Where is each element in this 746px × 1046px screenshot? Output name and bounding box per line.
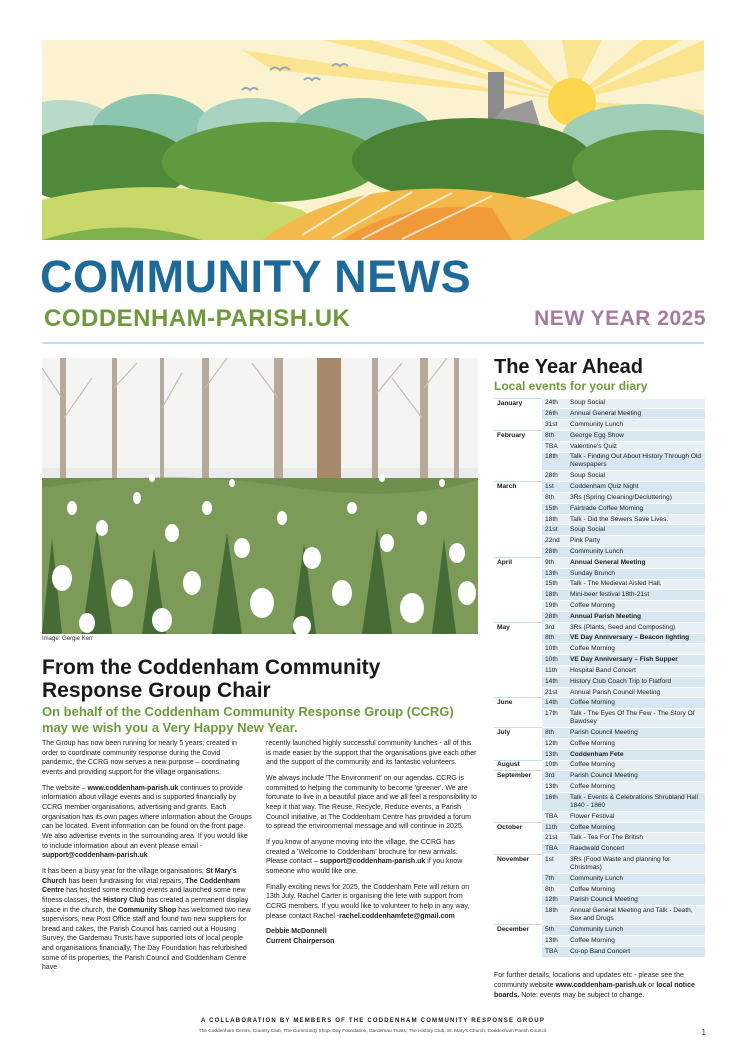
event-month [494,590,542,601]
event-month: October [494,822,542,833]
event-row [494,925,705,936]
event-row [494,760,705,771]
event-month [494,644,542,655]
event-month [494,655,542,666]
event-day: 11th [542,822,567,833]
photo-credit: Image: Gergie Kerr [42,636,94,642]
event-month: February [494,430,542,441]
event-month [494,579,542,590]
event-day: 15th [542,579,567,590]
event-month: November [494,855,542,874]
event-month [494,687,542,698]
event-name: Soup Social [567,471,705,482]
event-name: Parish Council Meeting [567,771,705,782]
event-row [494,936,705,947]
event-month [494,709,542,728]
event-name: Hospital Band Concert [567,666,705,677]
event-month [494,536,542,547]
event-name: George Egg Show [567,430,705,441]
event-name: Sunday Brunch [567,568,705,579]
event-month [494,525,542,536]
article-paragraph: Finally exciting news for 2025, the Coddenham Fete will return on 13th July. Rachel Carter is organising the fete with support from CCRG members. If you would like to volunteer to help in any way, please contact Rachel -rachel.coddenhamfete@gmail.com [266,883,470,920]
event-month [494,503,542,514]
event-row [494,738,705,749]
event-month [494,441,542,452]
event-day: TBA [542,946,567,957]
event-month [494,793,542,812]
event-row [494,782,705,793]
event-day: 11th [542,666,567,677]
event-day: 5th [542,925,567,936]
event-row [494,728,705,739]
snowdrop-woodland-photo [42,358,478,634]
event-name: Annual General Meeting and Talk - Death, Sex and Drugs [567,906,705,925]
footer-collaboration: A COLLABORATION BY MEMBERS OF THE CODDENHAM COMMUNITY RESPONSE GROUP [200,1018,546,1024]
events-table [494,398,705,958]
event-day: 28th [542,547,567,558]
event-day: 8th [542,430,567,441]
event-row [494,906,705,925]
event-row [494,749,705,760]
signature-role: Current Chairperson [266,937,335,945]
event-name: Coffee Morning [567,936,705,947]
event-day: 18th [542,514,567,525]
masthead-edition: NEW YEAR 2025 [534,307,706,330]
article-paragraph: recently launched highly successful community lunches - all of this is made easier by the support that the organisations give each other and the support of the community and its fantastic volunteers. [266,740,477,767]
year-ahead-subtitle: Local events for your diary [494,379,648,393]
event-day: 1st [542,482,567,493]
event-row [494,884,705,895]
event-name: Coffee Morning [567,822,705,833]
event-row [494,822,705,833]
event-row [494,611,705,622]
event-month [494,611,542,622]
event-row [494,420,705,431]
event-day: 8th [542,493,567,504]
event-month [494,601,542,612]
event-month [494,811,542,822]
event-day: 18th [542,452,567,471]
event-name: Coffee Morning [567,738,705,749]
event-day: 14th [542,698,567,709]
event-day: 28th [542,471,567,482]
event-row [494,666,705,677]
event-row [494,590,705,601]
event-name: Talk - Did the Sewers Save Lives. [567,514,705,525]
event-row [494,676,705,687]
event-day: 18th [542,590,567,601]
event-day: TBA [542,811,567,822]
event-name: Soup Social [567,525,705,536]
event-day: 24th [542,399,567,409]
event-day: 8th [542,633,567,644]
event-row [494,579,705,590]
event-name: 3Rs (Plants, Seed and Composting) [567,622,705,633]
event-month: August [494,760,542,771]
event-name: Raedwald Concert [567,844,705,855]
year-ahead-title: The Year Ahead [494,356,643,378]
event-name: Coffee Morning [567,698,705,709]
event-name: Coffee Morning [567,644,705,655]
event-name: 3Rs (Food Waste and planning for Christmas) [567,855,705,874]
event-name: Coffee Morning [567,782,705,793]
event-row [494,873,705,884]
event-row [494,687,705,698]
event-day: 21st [542,525,567,536]
event-day: 19th [542,601,567,612]
article-column-right [266,739,478,952]
event-day: 17th [542,709,567,728]
event-name: Annual General Meeting [567,557,705,568]
event-row [494,493,705,504]
event-name: Annual General Meeting [567,409,705,420]
event-name: Coddenham Fete [567,749,705,760]
event-day: 21st [542,833,567,844]
event-row [494,409,705,420]
event-day: 22nd [542,536,567,547]
event-name: Fairtrade Coffee Morning [567,503,705,514]
article-paragraph: It has been a busy year for the village organisations; St Mary's Church has been fundraising for vital repairs, The Coddenham Centre has hosted some exciting events and launched some new fitness classes, the History Club has created a permanent display space in the church, the Community Shop has welcomed two new supervisors, new Post Office staff and found two new suppliers for bread and cakes, the Parish Council has carried out a Housing Survey, the Gardemau Trusts have supported lots of local people and organisations financially, The Day Foundation has refurbished some of its properties, the Parish Council and Coddenham Centre have [42,867,251,972]
event-day: 18th [542,906,567,925]
event-name: Community Lunch [567,925,705,936]
event-name: Coffee Morning [567,884,705,895]
event-month [494,782,542,793]
masthead-divider [42,342,704,344]
event-row [494,568,705,579]
event-name: Community Lunch [567,547,705,558]
event-day: 3rd [542,622,567,633]
event-month [494,409,542,420]
event-month [494,844,542,855]
event-day: 10th [542,655,567,666]
event-name: Valentine's Quiz [567,441,705,452]
article-paragraph: The Group has now been running for nearly 5 years; created in order to coordinate community response during the Covid pandemic, the CCRG now serves a new purpose – coordinating events and providing support for the village organisations. [42,740,240,776]
year-ahead-footnote: For further details, locations and updates etc - please see the community website www.coddenham-parish.uk or local notice boards. Note: events may be subject to change. [494,972,695,999]
event-day: TBA [542,844,567,855]
footer-members: The Coddenham Centre, Country Club, The Community Shop, Day Foundation, Gardemau Trusts, The History Club, St. Mary's Church, Coddenham Parish Council. [198,1029,548,1034]
event-name: Coffee Morning [567,760,705,771]
event-name: Annual Parish Council Meeting [567,687,705,698]
event-row [494,855,705,874]
event-row [494,452,705,471]
event-day: 31st [542,420,567,431]
event-row [494,525,705,536]
event-day: 10th [542,644,567,655]
event-day: 13th [542,782,567,793]
event-name: Coffee Morning [567,601,705,612]
support-email-link[interactable]: support@coddenham-parish.uk [42,852,148,860]
event-name: Co-op Band Concert [567,946,705,957]
event-month [494,452,542,471]
landscape-illustration [42,40,704,240]
event-name: 3Rs (Spring Cleaning/Decluttering) [567,493,705,504]
event-day: 12th [542,895,567,906]
event-day: 8th [542,884,567,895]
event-month: June [494,698,542,709]
event-day: 13th [542,749,567,760]
event-row [494,441,705,452]
event-month [494,749,542,760]
event-name: Parish Council Meeting [567,895,705,906]
signature-name: Debbie McDonnell [266,928,327,936]
event-row [494,946,705,957]
page-number: 1 [701,1028,706,1037]
event-month: April [494,557,542,568]
event-row [494,655,705,666]
event-month [494,666,542,677]
event-month [494,547,542,558]
event-month [494,833,542,844]
event-day: 12th [542,738,567,749]
event-day: 15th [542,503,567,514]
support-email-link[interactable]: support@coddenham-parish.uk [319,858,426,866]
event-month [494,514,542,525]
event-month: January [494,399,542,409]
event-name: Coddenham Quiz Night [567,482,705,493]
signature [266,927,478,946]
article-paragraph: We always include 'The Environment' on our agendas. CCRG is committed to helping the community to become 'greener'. We are fortunate to live in a beautiful place and we all feel a responsibility to keep it that way. The Reuse, Recycle, Reduce events, a Parish Council initiative, at The Coddenham Centre has provided a forum to spread the environmental message and will continue in 2025. [266,774,477,831]
article-lead: On behalf of the Coddenham Community Response Group (CCRG) may we wish you a Very Happy New Year. [42,704,454,736]
event-row [494,895,705,906]
event-row [494,793,705,812]
event-name: Soup Social [567,399,705,409]
event-month: July [494,728,542,739]
event-name: Pink Party [567,536,705,547]
event-name: Talk - The Eyes Of The Few - The Story Of Bawdsey [567,709,705,728]
event-name: Flower Festival [567,811,705,822]
event-row [494,811,705,822]
event-row [494,471,705,482]
event-month: September [494,771,542,782]
event-month [494,936,542,947]
event-row [494,633,705,644]
event-name: Talk - Tea For The British [567,833,705,844]
event-month: December [494,925,542,936]
article-column-left [42,739,254,979]
event-month [494,493,542,504]
event-row [494,482,705,493]
masthead-title: COMMUNITY NEWS [40,251,472,302]
event-month [494,884,542,895]
event-row [494,399,705,409]
event-month: May [494,622,542,633]
event-day: 10th [542,760,567,771]
event-day: 16th [542,793,567,812]
header-illustration [42,40,704,240]
event-month [494,738,542,749]
event-month [494,420,542,431]
event-month [494,633,542,644]
event-name: Talk - The Medieval Aisled Hall. [567,579,705,590]
event-month [494,946,542,957]
event-day: TBA [542,441,567,452]
event-name: VE Day Anniversary – Beacon lighting [567,633,705,644]
event-month [494,906,542,925]
fete-email-link[interactable]: rachel.coddenhamfete@gmail.com [339,912,455,920]
event-row [494,698,705,709]
event-month [494,873,542,884]
event-row [494,644,705,655]
event-row [494,833,705,844]
event-name: Community Lunch [567,873,705,884]
event-row [494,547,705,558]
event-row [494,771,705,782]
event-name: Mini-beer festival 18th-21st [567,590,705,601]
event-day: 1st [542,855,567,874]
event-month [494,676,542,687]
event-month [494,895,542,906]
event-day: 9th [542,557,567,568]
event-month: March [494,482,542,493]
event-name: History Club Coach Trip to Flatford [567,676,705,687]
event-row [494,622,705,633]
event-row [494,514,705,525]
article-title: From the Coddenham Community Response Group Chair [42,656,381,703]
article-paragraph: If you know of anyone moving into the village, the CCRG has created a 'Welcome to Coddenham' brochure for new arrivals. Please contact – support@coddenham-parish.uk if you know someone who would like one. [266,838,463,875]
event-day: 28th [542,611,567,622]
event-row [494,430,705,441]
masthead-website[interactable]: CODDENHAM-PARISH.UK [44,305,351,332]
event-month [494,568,542,579]
event-month [494,471,542,482]
event-name: Talk - Finding Out About History Through Old Newspapers [567,452,705,471]
event-name: VE Day Anniversary – Fish Supper [567,655,705,666]
event-day: 3rd [542,771,567,782]
article-paragraph: The website – www.coddenham-parish.uk continues to provide information about village events and is supported financially by CCRG member organisations, advertising and grants. Each organisation has its own pages where information about the Groups can be located. Event information can be found on the front page. We also advertise events in the surrounding area. If you would like to include information about an event please email - support@coddenham-parish.uk [42,784,252,860]
event-day: 26th [542,409,567,420]
event-row [494,709,705,728]
website-link[interactable]: www.coddenham-parish.uk [555,981,647,989]
event-day: 14th [542,676,567,687]
event-day: 13th [542,936,567,947]
event-name: Talk - Events & Celebrations Shrubland Hall 1840 - 1860 [567,793,705,812]
event-day: 7th [542,873,567,884]
event-row [494,557,705,568]
event-row [494,536,705,547]
event-day: 8th [542,728,567,739]
event-day: 13th [542,568,567,579]
event-name: Annual Parish Meeting [567,611,705,622]
event-row [494,601,705,612]
website-link[interactable]: www.coddenham-parish.uk [87,784,179,792]
event-name: Community Lunch [567,420,705,431]
event-row [494,844,705,855]
event-name: Parish Council Meeting [567,728,705,739]
event-row [494,503,705,514]
event-day: 21st [542,687,567,698]
